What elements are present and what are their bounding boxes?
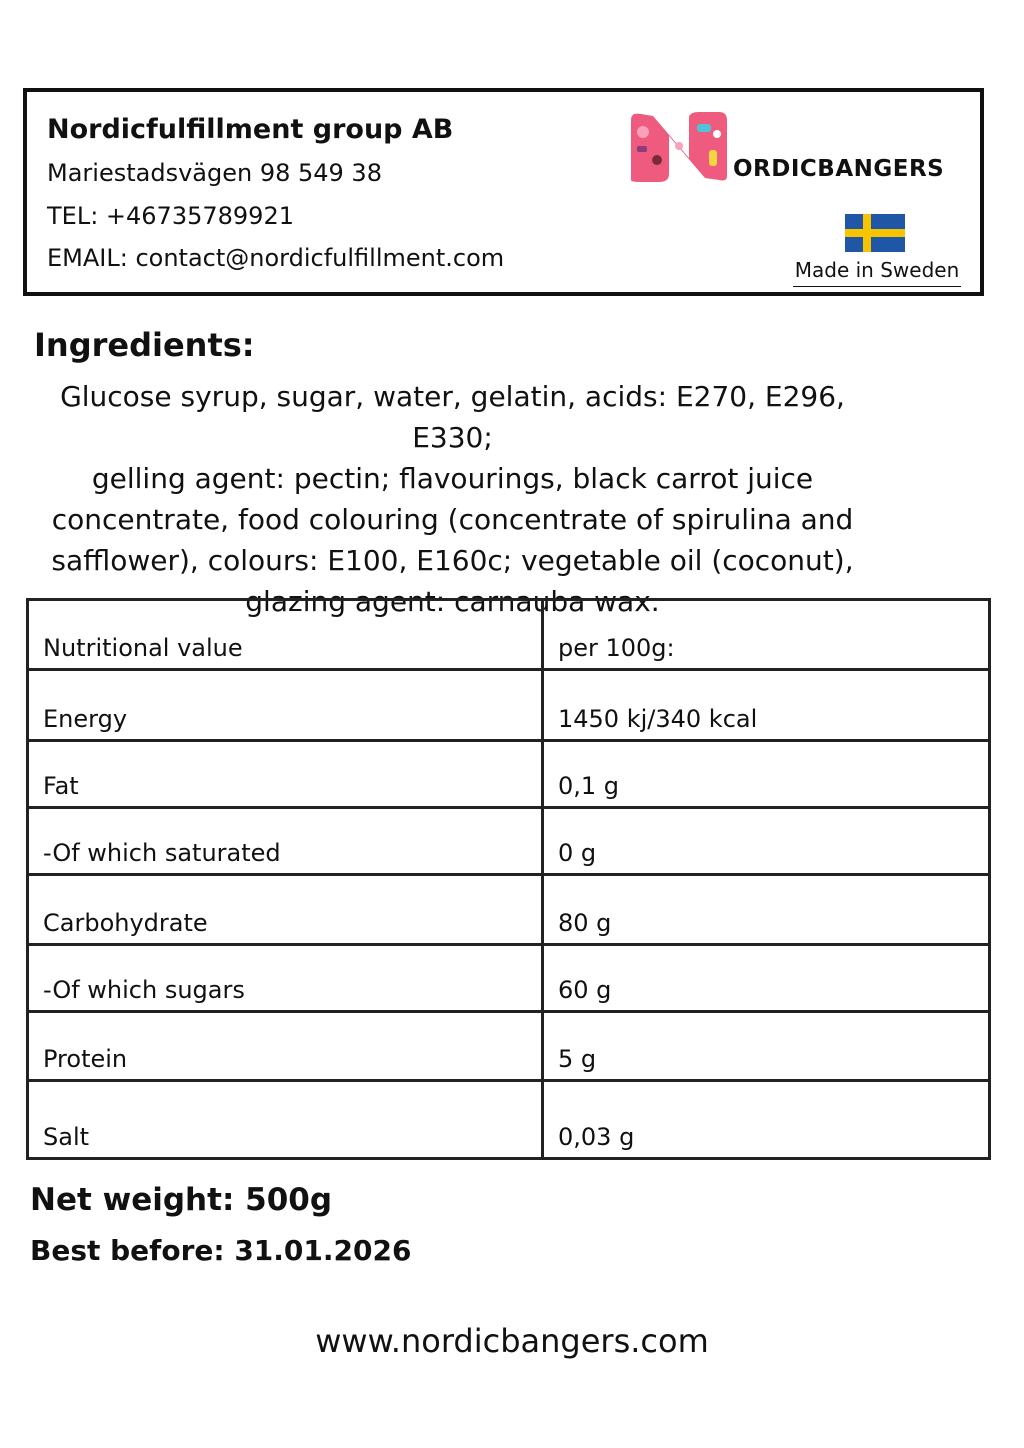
ingredients-text — [30, 376, 875, 622]
best-before: Best before: 31.01.2026 — [30, 1234, 412, 1267]
ingredients-line: safflower), colours: E100, E160c; vegetable oil (coconut), — [51, 544, 854, 577]
nutrition-value: 80 g — [543, 875, 990, 945]
nutrition-table — [26, 598, 991, 1160]
nutrition-label: Protein — [28, 1012, 543, 1081]
nutrition-label: Salt — [28, 1081, 543, 1159]
nutrition-label: Nutritional value — [28, 600, 543, 670]
nutrition-value: 1450 kj/340 kcal — [543, 670, 990, 741]
nutrition-value: per 100g: — [543, 600, 990, 670]
table-row — [28, 875, 990, 945]
ingredients-line: gelling agent: pectin; flavourings, black carrot juice — [91, 462, 814, 495]
table-row — [28, 600, 990, 670]
ingredients-title: Ingredients: — [34, 326, 255, 364]
company-email: EMAIL: contact@nordicfulfillment.com — [47, 244, 505, 272]
nutrition-value: 5 g — [543, 1012, 990, 1081]
swedish-flag-icon — [845, 214, 905, 252]
nutrition-label: -Of which sugars — [28, 945, 543, 1012]
nordicbangers-logo — [627, 110, 967, 182]
table-row — [28, 670, 990, 741]
nutrition-label: Fat — [28, 741, 543, 808]
nutrition-value: 0,03 g — [543, 1081, 990, 1159]
logo-n-icon — [627, 110, 731, 182]
website-url: www.nordicbangers.com — [315, 1322, 709, 1360]
ingredients-line: concentrate, food colouring (concentrate of spirulina and — [51, 503, 854, 536]
company-name: Nordicfulfillment group AB — [47, 114, 454, 145]
ingredients-line: glazing agent: carnauba wax. — [245, 585, 660, 618]
nutrition-value: 60 g — [543, 945, 990, 1012]
nutrition-label: -Of which saturated — [28, 808, 543, 875]
table-row — [28, 808, 990, 875]
company-address: Mariestadsvägen 98 549 38 — [47, 159, 382, 187]
ingredients-line: Glucose syrup, sugar, water, gelatin, acids: E270, E296, E330; — [60, 380, 845, 454]
table-row — [28, 1012, 990, 1081]
nutrition-value: 0,1 g — [543, 741, 990, 808]
nutrition-value: 0 g — [543, 808, 990, 875]
company-phone: TEL: +46735789921 — [47, 202, 294, 230]
net-weight: Net weight: 500g — [30, 1182, 333, 1218]
table-row — [28, 945, 990, 1012]
table-row — [28, 1081, 990, 1159]
logo-text: ORDICBANGERS — [733, 156, 945, 182]
table-row — [28, 741, 990, 808]
nutrition-label: Carbohydrate — [28, 875, 543, 945]
company-info-box — [23, 88, 984, 296]
made-in-sweden-label: Made in Sweden — [793, 258, 961, 287]
nutrition-label: Energy — [28, 670, 543, 741]
